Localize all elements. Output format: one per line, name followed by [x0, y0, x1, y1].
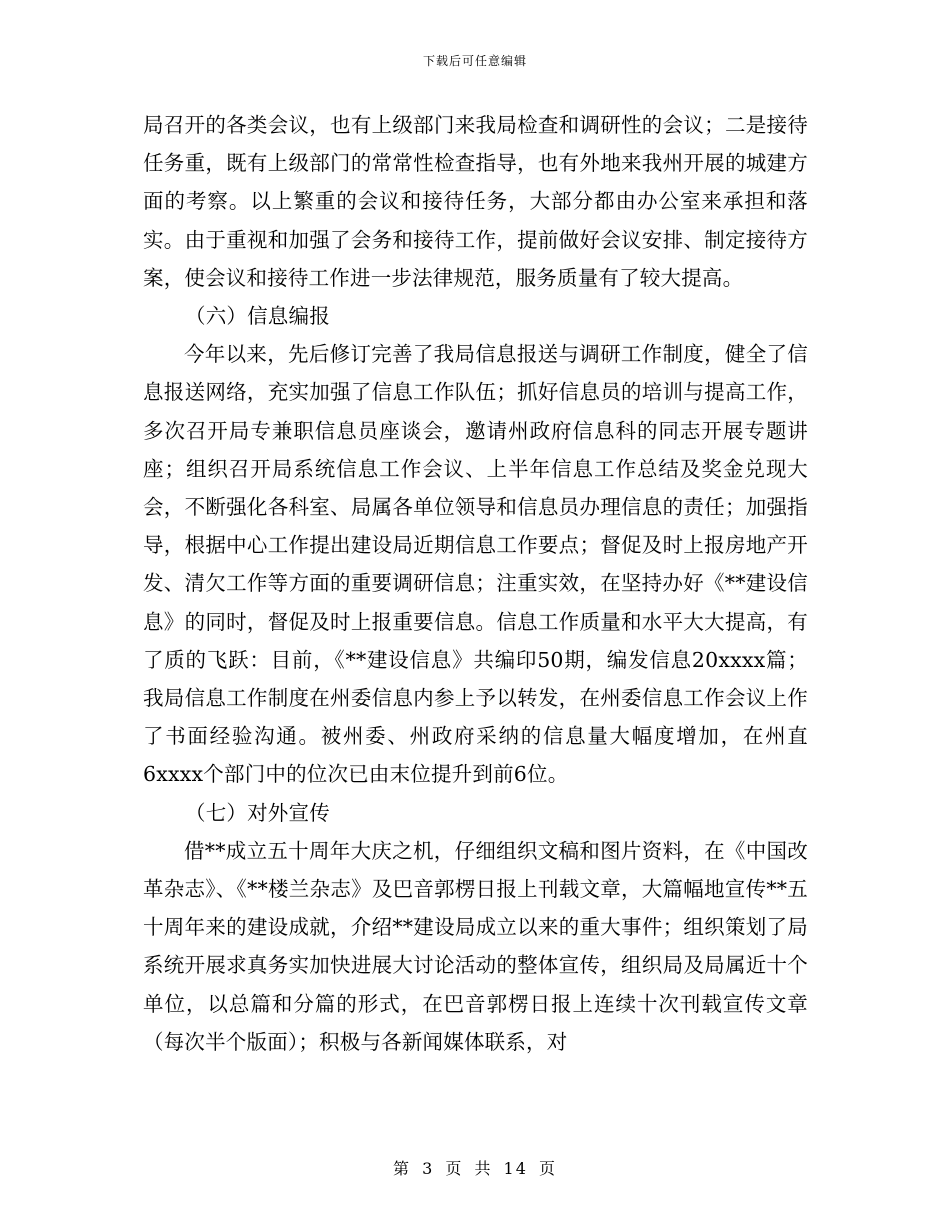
section-heading-publicity: （七）对外宣传 — [185, 800, 330, 825]
section-heading-info-reporting: （六）信息编报 — [185, 304, 330, 329]
header-note: 下载后可任意编辑 — [422, 54, 527, 68]
document-body — [143, 106, 808, 1061]
page-number-footer: 第 3 页 共 14 页 — [393, 1159, 557, 1178]
paragraph-publicity: 借**成立五十周年大庆之机，仔细组织文稿和图片资料，在《中国改革杂志》、《**楼兰杂志》及巴音郭楞日报上刊载文章，大篇幅地宣传**五十周年来的建设成就，介绍**建设局成立以来的重大事件；组织策划了局系统开展求真务实加快进展大讨论活动的整体宣传，组织局及局属近十个单位，以总篇和分篇的形式，在巴音郭楞日报上连续十次刊载宣传文章（每次半个版面）；积极与各新闻媒体联系，对 — [143, 838, 808, 1054]
paragraph-info-reporting: 今年以来，先后修订完善了我局信息报送与调研工作制度，健全了信息报送网络，充实加强了信息工作队伍；抓好信息员的培训与提高工作，多次召开局专兼职信息员座谈会，邀请州政府信息科的同志开展专题讲座；组织召开局系统信息工作会议、上半年信息工作总结及奖金兑现大会，不断强化各科室、局属各单位领导和信息员办理信息的责任；加强指导，根据中心工作提出建设局近期信息工作要点；督促及时上报房地产开发、清欠工作等方面的重要调研信息；注重实效，在坚持办好《**建设信息》的同时，督促及时上报重要信息。信息工作质量和水平大大提高，有了质的飞跃：目前，《**建设信息》共编印50期，编发信息20xxxx篇；我局信息工作制度在州委信息内参上予以转发，在州委信息工作会议上作了书面经验沟通。被州委、州政府采纳的信息量大幅度增加，在州直6xxxx个部门中的位次已由末位提升到前6位。 — [143, 342, 808, 787]
paragraph-continuation: 局召开的各类会议，也有上级部门来我局检查和调研性的会议；二是接待任务重，既有上级部门的常常性检查指导，也有外地来我州开展的城建方面的考察。以上繁重的会议和接待任务，大部分都由办公室来承担和落实。由于重视和加强了会务和接待工作，提前做好会议安排、制定接待方案，使会议和接待工作进一步法律规范，服务质量有了较大提高。 — [143, 113, 808, 290]
